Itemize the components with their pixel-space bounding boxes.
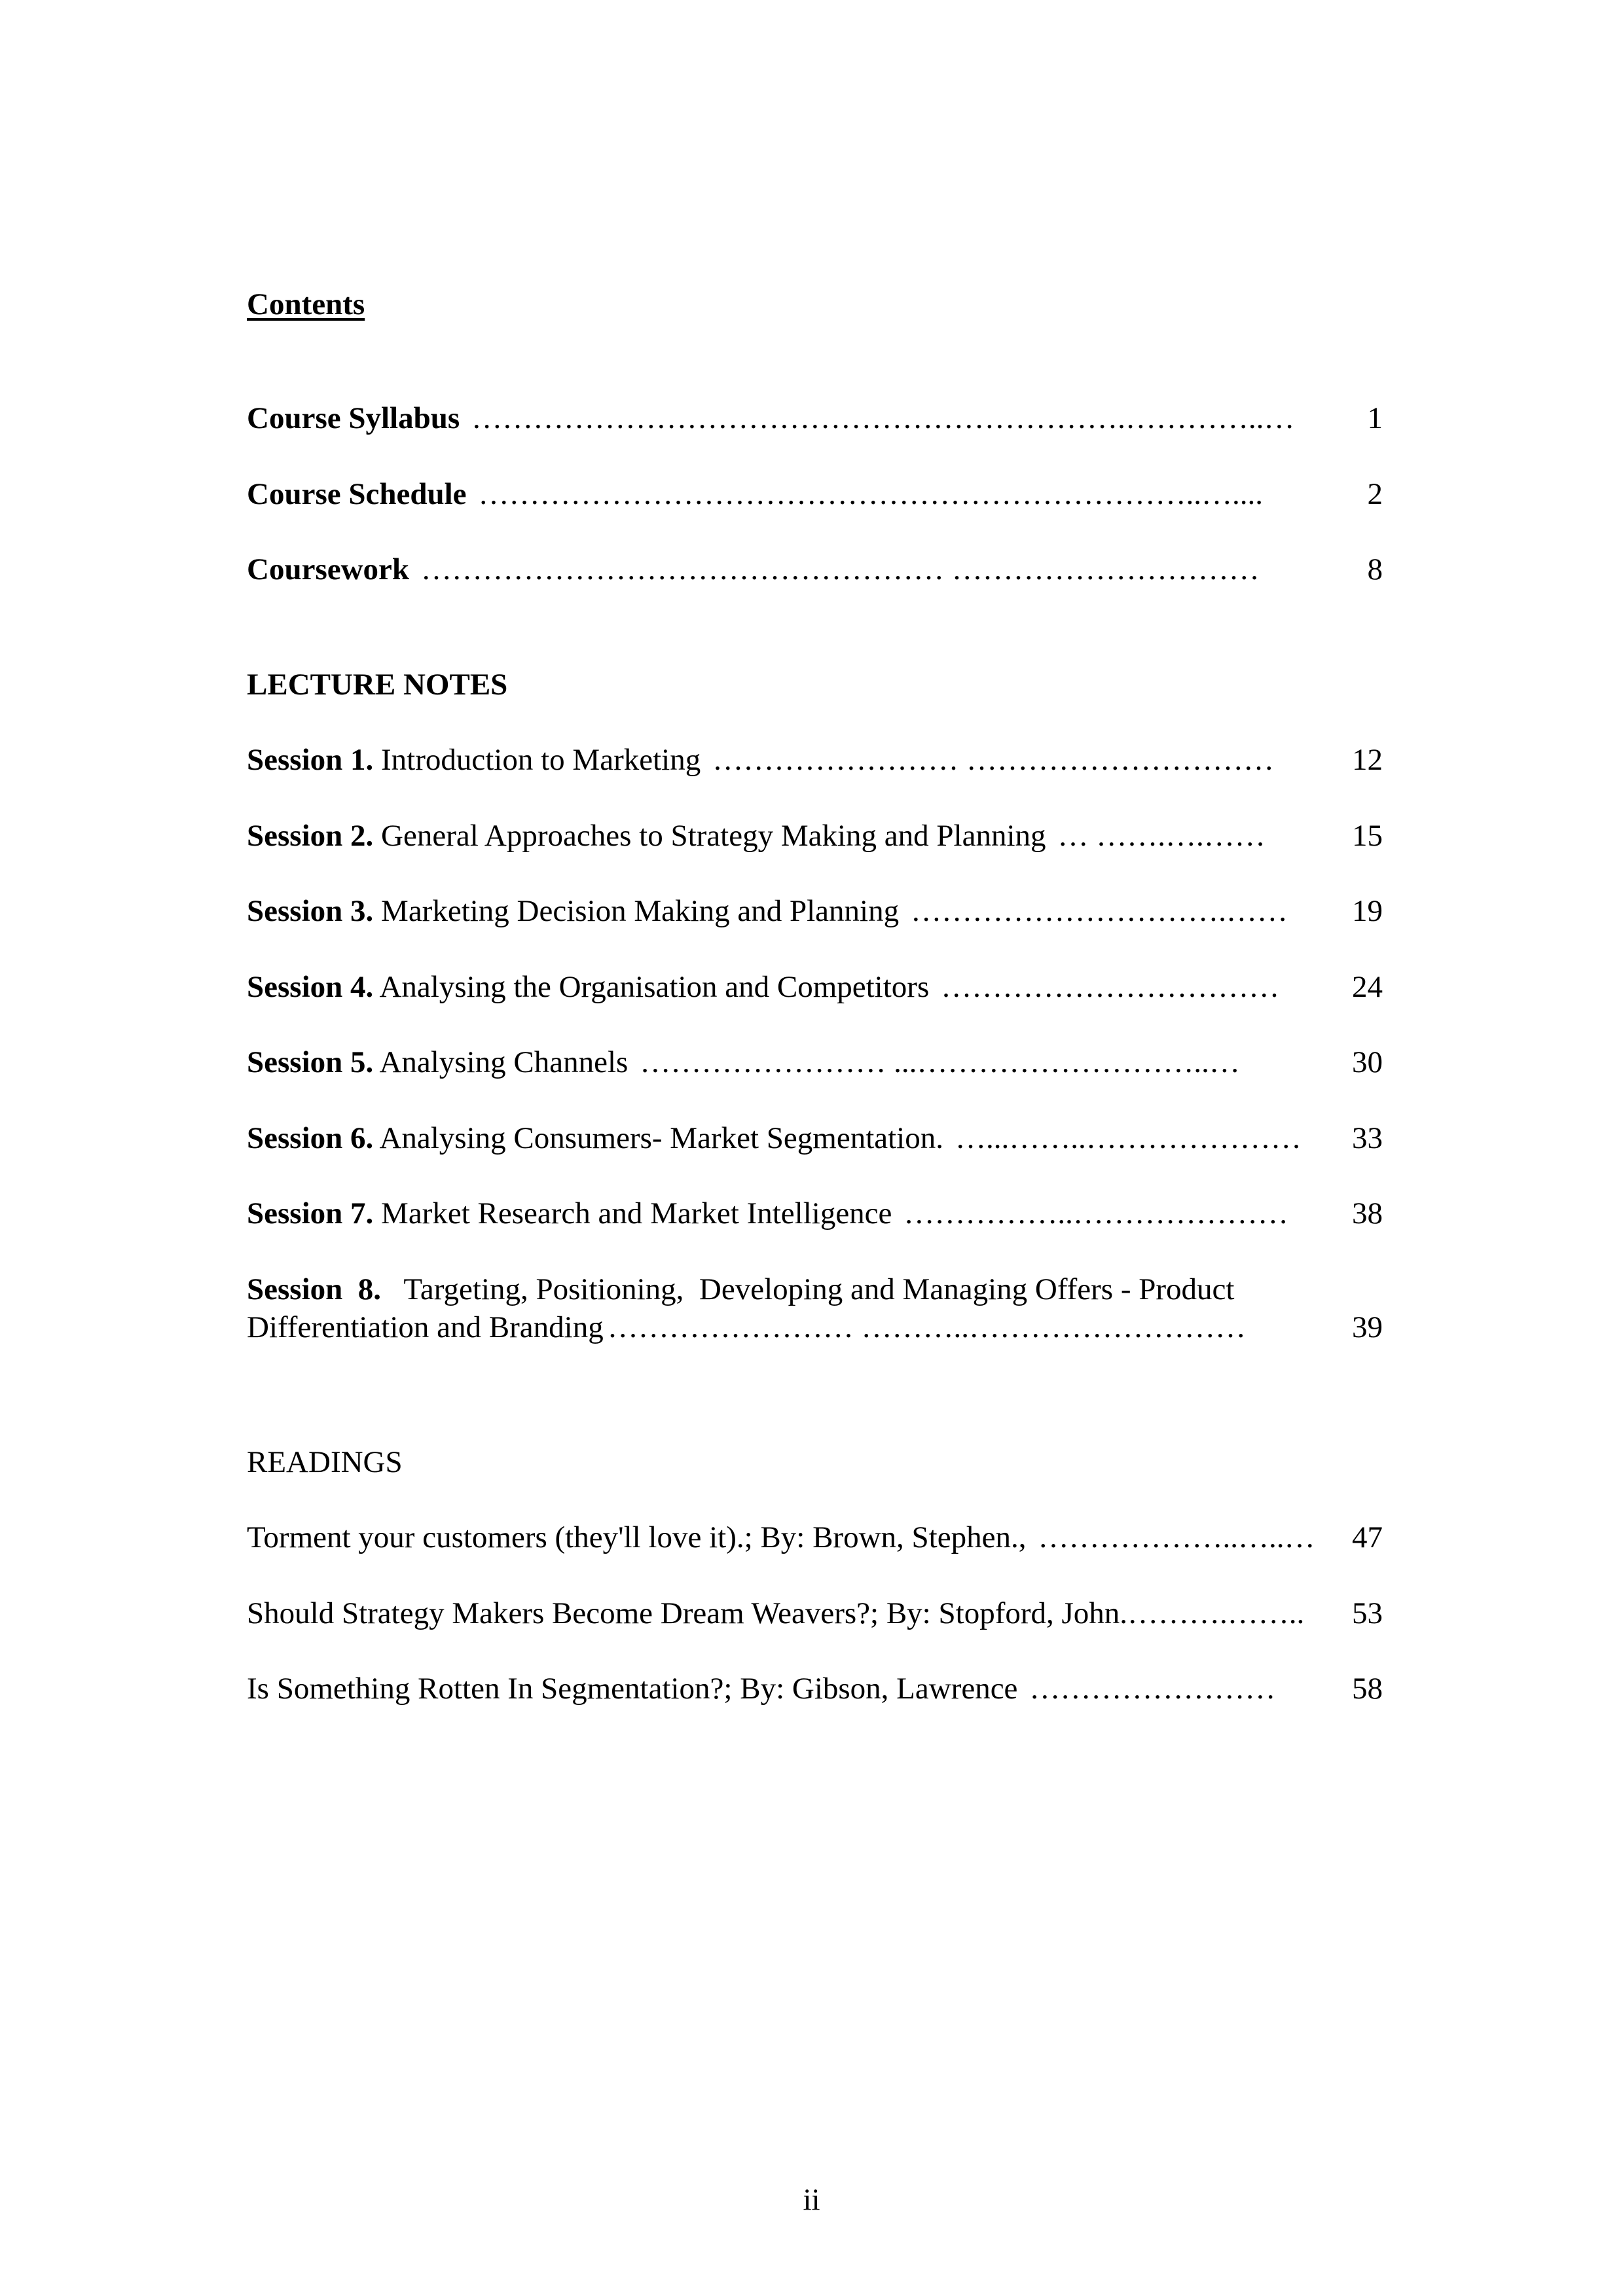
toc-page-number: 53 — [1352, 1596, 1383, 1630]
session-label: Session 8. — [247, 1272, 382, 1306]
session-title: Targeting, Positioning, Developing and Managing Offers - Product — [381, 1272, 1235, 1306]
toc-entry-reading-2 — [247, 1594, 1383, 1632]
contents-heading: Contents — [247, 287, 365, 321]
toc-entry-course-syllabus — [247, 399, 1383, 437]
toc-leader-dots: ……………………………………………………….…………..… — [471, 401, 1295, 435]
toc-leader-dots: …………………… ...………………………..… — [640, 1045, 1240, 1079]
toc-entry-title: Course Syllabus — [247, 401, 460, 435]
session-title: Marketing Decision Making and Planning — [373, 894, 900, 928]
toc-leader-dots: …………………… ………………………… — [712, 743, 1274, 777]
toc-leader-dots: ……………..………………… — [903, 1196, 1288, 1230]
toc-entry-reading-1 — [247, 1518, 1383, 1556]
toc-leader-dots: ……….…….. — [1127, 1596, 1305, 1630]
toc-page-number: 30 — [1352, 1045, 1383, 1079]
reading-title: Is Something Rotten In Segmentation?; By: Gibson, Lawrence — [247, 1672, 1018, 1706]
toc-leader-dots: … …….….…… — [1057, 819, 1266, 853]
session-title: Analysing Channels — [373, 1045, 629, 1079]
toc-entry-session-2 — [247, 817, 1383, 855]
toc-page-number: 47 — [1352, 1520, 1383, 1554]
toc-page-number: 39 — [1352, 1310, 1383, 1344]
session-label: Session 7. — [247, 1196, 374, 1230]
toc-entry-session-5 — [247, 1043, 1383, 1081]
toc-entry-title: Course Schedule — [247, 477, 467, 511]
toc-entry-session-7 — [247, 1194, 1383, 1232]
toc-page-number: 33 — [1352, 1121, 1383, 1155]
session-label: Session 6. — [247, 1121, 374, 1155]
toc-leader-dots: ………………………….…… — [911, 894, 1288, 928]
session-label: Session 5. — [247, 1045, 374, 1079]
toc-page-number: 38 — [1352, 1196, 1383, 1230]
toc-page-number: 19 — [1352, 894, 1383, 928]
toc-page-number: 15 — [1352, 819, 1383, 853]
session-label: Session 4. — [247, 970, 374, 1004]
session-label: Session 3. — [247, 894, 374, 928]
page-number-footer: ii — [803, 2183, 820, 2217]
toc-page-number: 58 — [1352, 1672, 1383, 1706]
session-title: Analysing the Organisation and Competitors — [373, 970, 930, 1004]
lecture-notes-heading: LECTURE NOTES — [247, 668, 508, 702]
session-title: General Approaches to Strategy Making and Planning — [373, 819, 1046, 853]
reading-title: Should Strategy Makers Become Dream Weavers?; By: Stopford, John. — [247, 1596, 1128, 1630]
toc-entry-session-4 — [247, 968, 1383, 1006]
toc-entry-session-8-line1 — [247, 1270, 1234, 1308]
session-label: Session 2. — [247, 819, 374, 853]
session-label: Session 1. — [247, 743, 374, 777]
toc-leader-dots: …...……..………………… — [955, 1121, 1302, 1155]
toc-entry-coursework — [247, 550, 1383, 588]
toc-entry-session-6 — [247, 1119, 1383, 1157]
toc-leader-dots: …………………………………………… ………………………… — [421, 552, 1260, 586]
toc-entry-session-8-line2 — [247, 1308, 1383, 1346]
toc-entry-reading-3 — [247, 1670, 1383, 1708]
toc-page-number: 2 — [1367, 477, 1383, 511]
session-title-continued: Differentiation and Branding — [247, 1310, 604, 1344]
toc-page-number: 12 — [1352, 743, 1383, 777]
reading-title: Torment your customers (they'll love it).; By: Brown, Stephen., — [247, 1520, 1027, 1554]
toc-leader-dots: ……………………………………………………………..….... — [478, 477, 1264, 511]
toc-leader-dots: ………………..…..… — [1038, 1520, 1315, 1554]
toc-entry-course-schedule — [247, 475, 1383, 513]
session-title: Market Research and Market Intelligence — [373, 1196, 892, 1230]
toc-entry-session-1 — [247, 741, 1383, 779]
toc-page-number: 24 — [1352, 970, 1383, 1004]
toc-leader-dots: …………………… — [1029, 1672, 1276, 1706]
session-title: Analysing Consumers- Market Segmentation. — [373, 1121, 943, 1155]
toc-page-number: 8 — [1367, 552, 1383, 586]
toc-entry-title: Coursework — [247, 552, 410, 586]
toc-leader-dots: …………………… ………..……………………… — [607, 1310, 1246, 1344]
toc-page-number: 1 — [1367, 401, 1383, 435]
toc-leader-dots: …………………………… — [941, 970, 1280, 1004]
toc-entry-session-3 — [247, 892, 1383, 930]
readings-heading: READINGS — [247, 1445, 403, 1479]
session-title: Introduction to Marketing — [373, 743, 701, 777]
